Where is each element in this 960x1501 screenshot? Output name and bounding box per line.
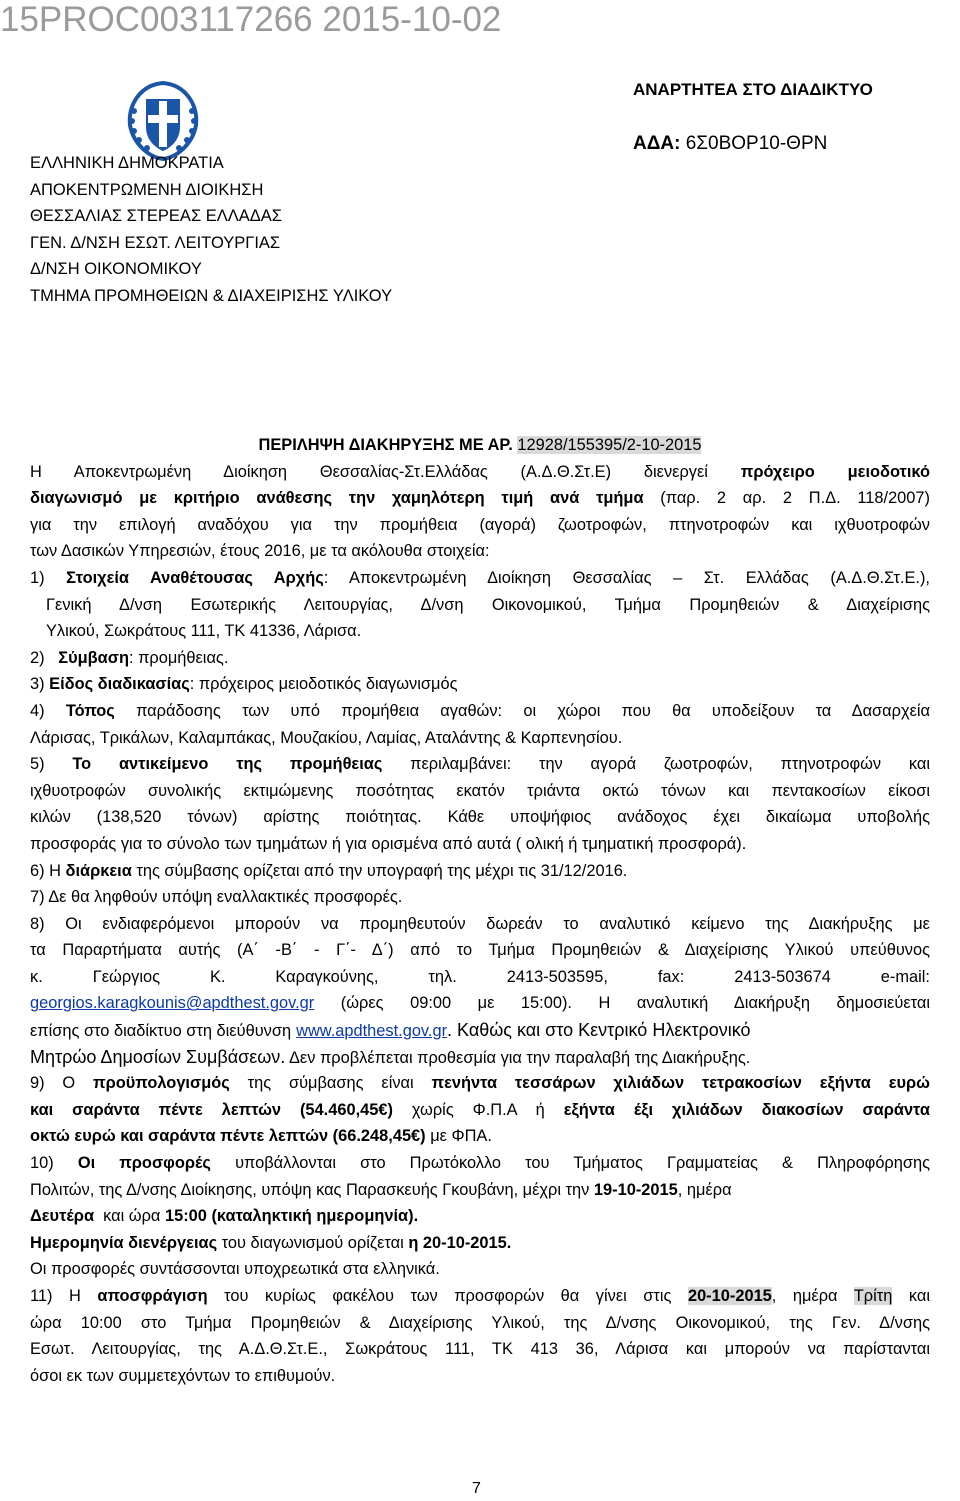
text-line: Ημερομηνία διενέργειας του διαγωνισμού ορίζεται η 20-10-2015. <box>30 1233 512 1252</box>
text-line: 1) Στοιχεία Αναθέτουσας Αρχής: Αποκεντρωμένη Διοίκηση Θεσσαλίας – Στ. Ελλάδας (Α.Δ.Θ.Στ.Ε.), <box>30 568 930 587</box>
text-line: Πολιτών, της Δ/νσης Διοίκησης, υπόψη κας Παρασκευής Γκουβάνη, μέχρι την 19-10-2015, ημέρα <box>30 1180 732 1199</box>
text-line: Οι προσφορές συντάσσονται υποχρεωτικά στα ελληνικά. <box>30 1260 440 1279</box>
text-line: όσοι εκ των συμμετεχόντων το επιθυμούν. <box>30 1366 336 1385</box>
page-number: 7 <box>472 1480 481 1497</box>
website-link[interactable]: www.apdthest.gov.gr <box>296 1022 448 1041</box>
ada-value: 6Σ0ΒΟΡ10-ΘΡΝ <box>685 133 828 154</box>
text-line: Μητρώο Δημοσίων Συμβάσεων. Δεν προβλέπεται προθεσμία για την παραλαβή της Διακήρυξης. <box>30 1046 751 1067</box>
text-line: 3) Είδος διαδικασίας: πρόχειρος μειοδοτικός διαγωνισμός <box>30 675 458 694</box>
text-line: διαγωνισμό με κριτήριο ανάθεσης την χαμηλότερη τιμή ανά τμήμα (παρ. 2 αρ. 2 Π.Δ. 118/2007) <box>30 489 930 508</box>
text-line: για την επιλογή αναδόχου για την προμήθεια (αγορά) ζωοτροφών, πτηνοτροφών και ιχθυοτροφών <box>30 515 930 534</box>
issuer-line: ΑΠΟΚΕΝΤΡΩΜΕΝΗ ΔΙΟΙΚΗΣΗ <box>30 180 264 199</box>
text-line: των Δασικών Υπηρεσιών, έτους 2016, με τα ακόλουθα στοιχεία: <box>30 542 490 561</box>
text-line: 8) Οι ενδιαφερόμενοι μπορούν να προμηθευτούν δωρεάν το αναλυτικό κείμενο της Διακήρυξης με <box>30 914 930 933</box>
text-line: οκτώ ευρώ και σαράντα πέντε λεπτών (66.248,45€) με ΦΠΑ. <box>30 1127 492 1146</box>
text-line: τα Παραρτήματα αυτής (Α΄ -Β΄ - Γ΄- Δ΄) από το Τμήμα Προμηθειών & Διαχείρισης Υλικού υπεύθυνος <box>30 941 930 960</box>
text-line: ώρα 10:00 στο Τμήμα Προμηθειών & Διαχείρισης Υλικού, της Δ/νσης Οικονομικού, της Γεν. Δ/νσης <box>30 1313 930 1332</box>
text-line: ιχθυοτροφών συνολικής εκτιμώμενης ποσότητας εκατόν τριάντα οκτώ τόνων και πεντακοσίων είκοσι <box>30 781 930 800</box>
text-line: georgios.karagkounis@apdthest.gov.gr (ώρες 09:00 με 15:00). Η αναλυτική Διακήρυξη δημοσιεύεται <box>30 994 930 1013</box>
text-line: Υλικού, Σωκράτους 111, ΤΚ 41336, Λάρισα. <box>46 622 362 641</box>
text-line: 4) Τόπος παράδοσης των υπό προμήθεια αγαθών: οι χώροι που θα υποδείξουν τα Δασαρχεία <box>30 701 930 720</box>
text-line: προσφοράς για το σύνολο των τμημάτων ή για ορισμένα από αυτά ( ολική ή τμηματική προσφορά). <box>30 834 747 853</box>
document-stamp: 15PROC003117266 2015-10-02 <box>0 0 502 39</box>
issuer-line: ΘΕΣΣΑΛΙΑΣ ΣΤΕΡΕΑΣ ΕΛΛΑΔΑΣ <box>30 207 283 226</box>
text-line: Η Αποκεντρωμένη Διοίκηση Θεσσαλίας-Στ.Ελλάδας (Α.Δ.Θ.Στ.Ε) διενεργεί πρόχειρο μειοδοτικό <box>30 462 930 481</box>
issuer-line: ΤΜΗΜΑ ΠΡΟΜΗΘΕΙΩΝ & ΔΙΑΧΕΙΡΙΣΗΣ ΥΛΙΚΟΥ <box>30 287 393 305</box>
text-line: κ. Γεώργιος Κ. Καραγκούνης, τηλ. 2413-503595, fax: 2413-503674 e-mail: <box>30 967 930 986</box>
text-line: επίσης στο διαδίκτυο στη διεύθυνση www.apdthest.gov.gr. Καθώς και στο Κεντρικό Ηλεκτρονικό <box>30 1020 751 1041</box>
text-line: 7) Δε θα ληφθούν υπόψη εναλλακτικές προσφορές. <box>30 888 403 907</box>
internet-posting-label: ΑΝΑΡΤΗΤΕΑ ΣΤΟ ΔΙΑΔΙΚΤΥΟ <box>633 80 873 99</box>
text-line: Εσωτ. Λειτουργίας, της Α.Δ.Θ.Στ.Ε., Σωκράτους 111, ΤΚ 413 36, Λάρισα και μπορούν να παρίστανται <box>30 1340 930 1359</box>
text-line: 6) Η διάρκεια της σύμβασης ορίζεται από την υπογραφή της μέχρι τις 31/12/2016. <box>30 861 628 880</box>
text-line: Δευτέρα και ώρα 15:00 (καταληκτική ημερομηνία). <box>30 1207 419 1226</box>
text-line: 10) Οι προσφορές υποβάλλονται στο Πρωτόκολλο του Τμήματος Γραμματείας & Πληροφόρησης <box>30 1154 930 1173</box>
text-line: 2) Σύμβαση: προμήθειας. <box>30 648 229 667</box>
issuer-line: Δ/ΝΣΗ ΟΙΚΟΝΟΜΙΚΟΥ <box>30 260 202 279</box>
text-line: Γενική Δ/νση Εσωτερικής Λειτουργίας, Δ/νση Οικονομικού, Τμήμα Προμηθειών & Διαχείρισης <box>46 595 930 614</box>
summary-title: ΠΕΡΙΛΗΨΗ ΔΙΑΚΗΡΥΞΗΣ ΜΕ ΑΡ. 12928/155395/2-10-2015 <box>258 436 702 454</box>
ada-label: ΑΔΑ: <box>633 133 681 154</box>
text-line: 11) Η αποσφράγιση του κυρίως φακέλου των προσφορών θα γίνει στις 20-10-2015, ημέρα Τρίτη και <box>30 1287 930 1305</box>
text-line: κιλών (138,520 τόνων) αρίστης ποιότητας. Κάθε υποψήφιος ανάδοχος έχει δικαίωμα υποβολής <box>30 808 930 827</box>
ada-code <box>633 133 827 155</box>
text-line: και σαράντα πέντε λεπτών (54.460,45€) χωρίς Φ.Π.Α ή εξήντα έξι χιλιάδων διακοσίων σαράντα <box>30 1100 930 1119</box>
text-line: 5) Το αντικείμενο της προμήθειας περιλαμβάνει: την αγορά ζωοτροφών, πτηνοτροφών και <box>30 755 930 774</box>
issuer-line: ΓΕΝ. Δ/ΝΣΗ ΕΣΩΤ. ΛΕΙΤΟΥΡΓΙΑΣ <box>30 233 281 252</box>
issuer-line: ΕΛΛΗΝΙΚΗ ΔΗΜΟΚΡΑΤΙΑ <box>30 154 224 172</box>
text-line: 9) Ο προϋπολογισμός της σύμβασης είναι πενήντα τεσσάρων χιλιάδων τετρακοσίων εξήντα ευρώ <box>30 1074 930 1093</box>
text-line: Λάρισας, Τρικάλων, Καλαμπάκας, Μουζακίου, Λαμίας, Αταλάντης & Καρπενησίου. <box>30 728 623 747</box>
email-link[interactable]: georgios.karagkounis@apdthest.gov.gr <box>30 994 315 1013</box>
document-body <box>30 432 930 1389</box>
